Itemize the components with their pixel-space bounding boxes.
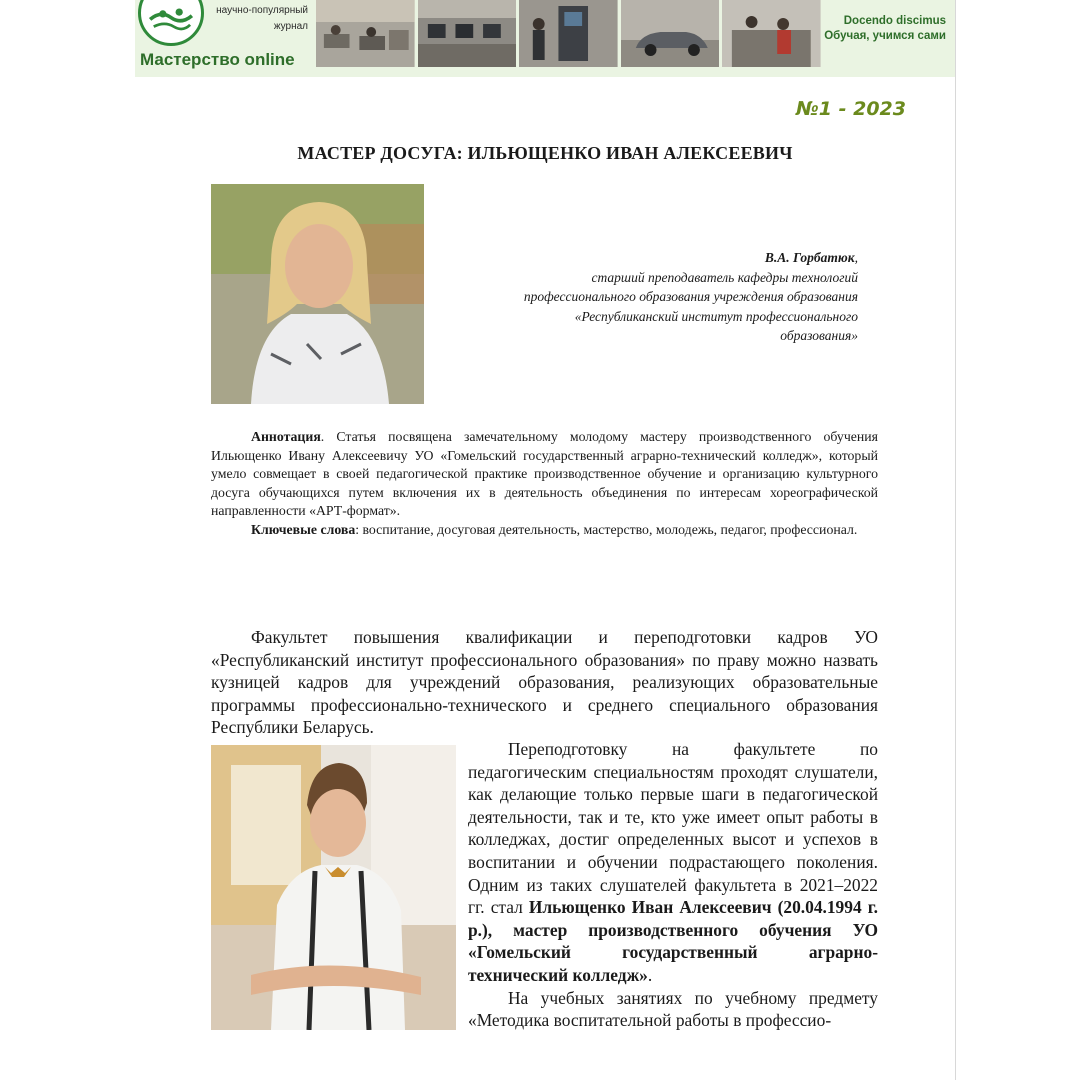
abstract-label: Аннотация	[251, 429, 321, 444]
body-paragraph-3: На учебных занятиях по учебному предмету «Методика воспитательной работы в профессио-	[468, 987, 878, 1031]
computer-lab-photo	[418, 0, 517, 67]
article-title: МАСТЕР ДОСУГА: ИЛЬЮЩЕНКО ИВАН АЛЕКСЕЕВИЧ	[297, 143, 793, 163]
author-info	[498, 248, 858, 346]
abstract-paragraph	[211, 428, 878, 521]
motto-russian: Обучая, учимся сами	[824, 30, 946, 42]
keywords-text: : воспитание, досуговая деятельность, мастерство, молодежь, педагог, профессионал.	[355, 521, 858, 537]
author-photo	[211, 184, 424, 404]
author-position: старший преподаватель кафедры технологий профессионального образования учреждения образования «Республиканский институт профессионального образования»	[523, 269, 858, 343]
student-photo	[211, 745, 456, 1030]
body-column-text	[468, 738, 878, 1032]
motto-latin: Docendo discimus	[843, 15, 946, 27]
car-workshop-photo	[621, 0, 720, 67]
classroom-photo	[316, 0, 415, 67]
paragraph-2-end: .	[647, 964, 653, 985]
abstract-text: . Статья посвящена замечательному молодому мастеру производственного обучения Ильющенко Ивану Алексеевичу УО «Гомельский государственный аграрно-технический колледж», который умело совмещает в своей педагогической практике производственное обучение и организацию культурного досуга обучающихся путем включения их в деятельность объединения по интересам хореографической направленности «АРТ-формат».	[211, 429, 878, 519]
magazine-name: Мастерство online	[140, 50, 295, 69]
lecture-photo	[722, 0, 821, 67]
keywords-label: Ключевые слова	[251, 521, 356, 537]
body-paragraph-1	[211, 626, 878, 739]
header-photo-strip	[316, 0, 821, 67]
issue-number: №1 - 2023	[795, 98, 906, 120]
magazine-type: научно-популярный журнал	[216, 5, 308, 32]
author-name-suffix: ,	[854, 250, 858, 265]
body-paragraph-2	[468, 738, 878, 987]
paragraph-2-bold: Ильющенко Иван Алексеевич (20.04.1994 г. р.), мастер производственного обучения УО «Гомельский государственный аграрно-технический колледж»	[468, 897, 878, 985]
globe-logo-icon	[141, 0, 201, 43]
author-name: В.А. Горбатюк	[764, 250, 855, 265]
paragraph-1-text: Факультет повышения квалификации и переподготовки кадров УО «Республиканский институт профессионального образования» по праву можно назвать кузницей кадров для учреждений образования, реализующих образовательные программы профессионально-технического и среднего специального образования Республики Беларусь.	[211, 627, 878, 738]
keywords-paragraph	[211, 521, 878, 540]
abstract-block	[211, 428, 878, 540]
paragraph-2-text: Переподготовку на факультете по педагогическим специальностям проходят слушатели, как делающие только первые шаги в педагогической деятельности, так и те, кто уже имеет опыт работы в колледжах, достиг определенных высот и успехов в воспитании и обучении подрастающего поколения. Одним из таких слушателей факультета в 2021–2022 гг. стал	[468, 739, 878, 918]
workshop-photo	[519, 0, 618, 67]
magazine-motto	[822, 14, 946, 44]
